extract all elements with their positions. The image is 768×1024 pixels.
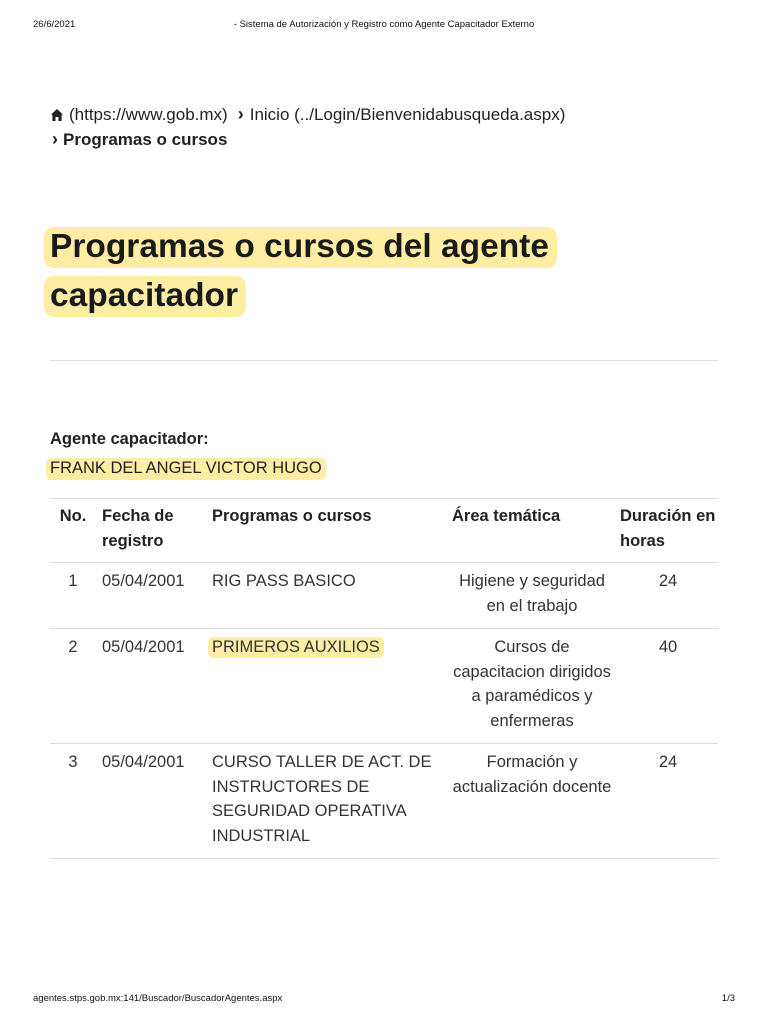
agent-label: Agente capacitador: bbox=[50, 430, 209, 448]
cell-programa bbox=[206, 629, 446, 744]
cell-duracion: 24 bbox=[612, 744, 718, 859]
breadcrumb-home-link[interactable] bbox=[50, 102, 228, 127]
cell-no: 1 bbox=[50, 563, 96, 629]
header-no: No. bbox=[50, 499, 96, 563]
header-programa: Programas o cursos bbox=[206, 499, 446, 563]
agent-name: FRANK DEL ANGEL VICTOR HUGO bbox=[46, 458, 326, 480]
courses-table bbox=[50, 498, 718, 859]
cell-area: Formación y actualización docente bbox=[446, 744, 612, 859]
print-date: 26/6/2021 bbox=[33, 19, 76, 30]
home-icon bbox=[50, 108, 64, 122]
divider bbox=[50, 360, 718, 361]
cell-fecha: 05/04/2001 bbox=[96, 629, 206, 744]
cell-fecha: 05/04/2001 bbox=[96, 563, 206, 629]
cell-programa: RIG PASS BASICO bbox=[206, 563, 446, 629]
chevron-right-icon: › bbox=[237, 104, 244, 124]
table-row bbox=[50, 563, 718, 629]
page-title-text: Programas o cursos del agente capacitador bbox=[44, 227, 557, 317]
chevron-right-icon: › bbox=[52, 129, 58, 149]
cell-fecha: 05/04/2001 bbox=[96, 744, 206, 859]
table-row bbox=[50, 744, 718, 859]
cell-programa: CURSO TALLER DE ACT. DE INSTRUCTORES DE SEGURIDAD OPERATIVA INDUSTRIAL bbox=[206, 744, 446, 859]
highlighted-program: PRIMEROS AUXILIOS bbox=[208, 637, 384, 658]
print-document-title: - Sistema de Autorización y Registro como Agente Capacitador Externo bbox=[233, 19, 535, 30]
breadcrumb-home-text: (https://www.gob.mx) bbox=[69, 105, 228, 124]
breadcrumb-inicio-link[interactable]: Inicio (../Login/Bienvenidabusqueda.aspx) bbox=[249, 105, 566, 124]
header-duracion: Duración en horas bbox=[612, 499, 718, 563]
print-url: agentes.stps.gob.mx:141/Buscador/BuscadorAgentes.aspx bbox=[33, 993, 283, 1004]
table-header-row bbox=[50, 499, 718, 563]
header-fecha: Fecha de registro bbox=[96, 499, 206, 563]
page-title bbox=[50, 222, 690, 320]
cell-no: 2 bbox=[50, 629, 96, 744]
print-page-number: 1/3 bbox=[721, 993, 735, 1004]
cell-area: Cursos de capacitacion dirigidos a paramédicos y enfermeras bbox=[446, 629, 612, 744]
cell-duracion: 40 bbox=[612, 629, 718, 744]
cell-duracion: 24 bbox=[612, 563, 718, 629]
breadcrumb-current: Programas o cursos bbox=[63, 130, 228, 149]
table-row bbox=[50, 629, 718, 744]
cell-area: Higiene y seguridad en el trabajo bbox=[446, 563, 612, 629]
header-area: Área temática bbox=[446, 499, 612, 563]
breadcrumb bbox=[50, 102, 730, 152]
cell-no: 3 bbox=[50, 744, 96, 859]
